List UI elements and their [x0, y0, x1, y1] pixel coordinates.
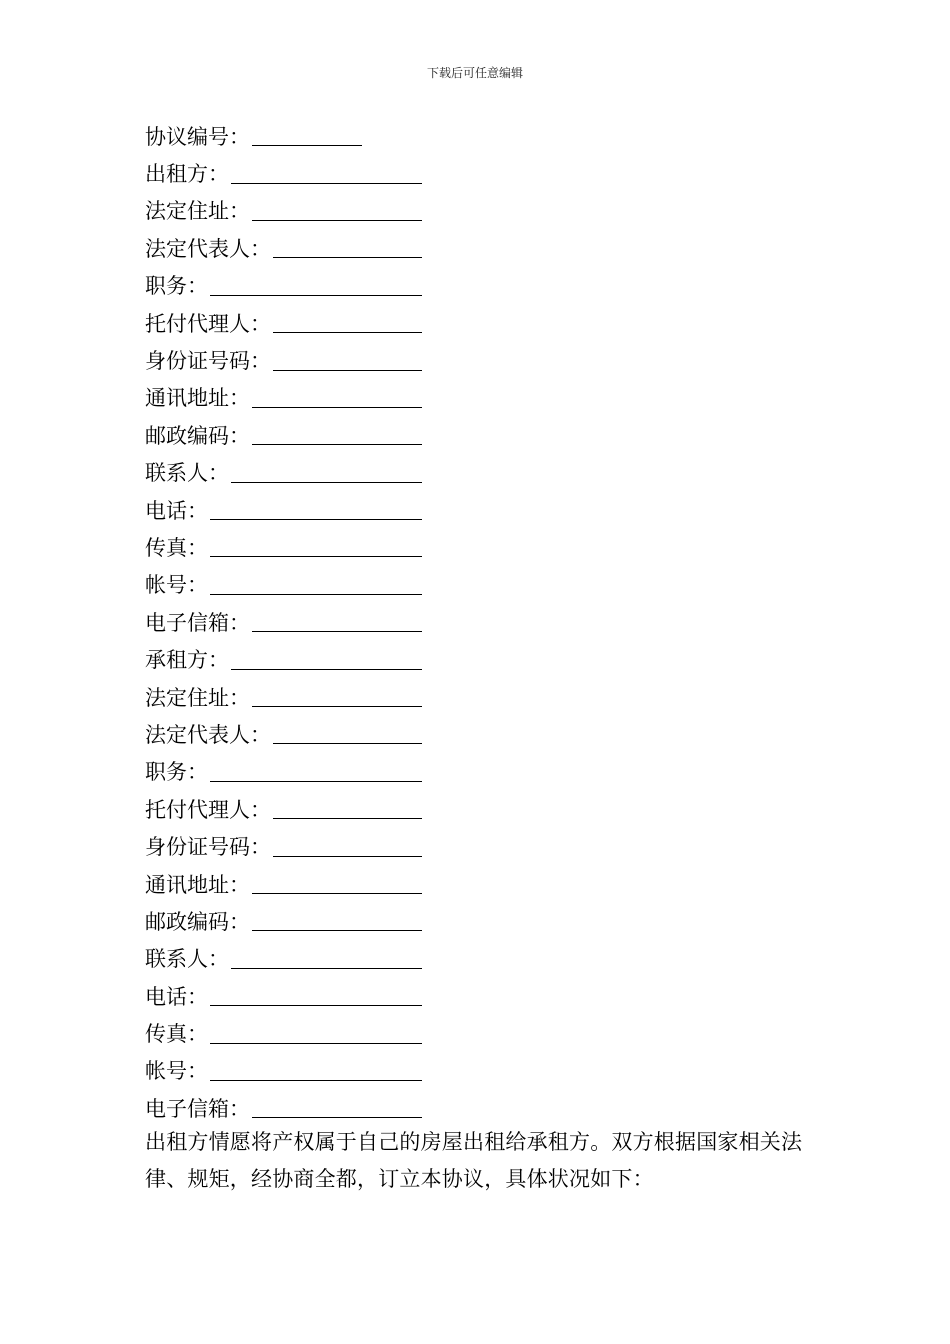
lessor-field-line — [145, 379, 805, 416]
lessee-field-label: 联系人： — [145, 947, 229, 972]
page-header-note: 下载后可任意编辑 — [426, 66, 523, 80]
lessee-field-line — [145, 977, 805, 1014]
lessor-field-line — [145, 491, 805, 528]
lessor-field-line — [145, 304, 805, 341]
lessor-field-blank[interactable] — [210, 534, 422, 557]
lessor-field-label: 法定住址： — [145, 199, 250, 224]
lessor-field-line — [145, 341, 805, 378]
lessee-field-blank[interactable] — [252, 908, 422, 931]
lessor-field-blank[interactable] — [273, 235, 422, 258]
lessor-field-line — [145, 528, 805, 565]
lessee-field-label: 电话： — [145, 984, 208, 1009]
lessor-field-label: 托付代理人： — [145, 311, 271, 336]
lessee-field-label: 电子信箱： — [145, 1096, 250, 1121]
lessor-field-label: 法定代表人： — [145, 236, 271, 261]
lessor-field-label: 通讯地址： — [145, 386, 250, 411]
lessee-field-line — [145, 1089, 805, 1126]
lessor-field-line — [145, 416, 805, 453]
lessee-field-line — [145, 865, 805, 902]
lessee-field-blank[interactable] — [210, 1021, 422, 1044]
lessee-field-line — [145, 678, 805, 715]
party-information-form — [145, 117, 805, 1127]
lessor-field-blank[interactable] — [231, 460, 422, 483]
lessee-field-blank[interactable] — [210, 759, 422, 782]
lessee-field-label: 职务： — [145, 760, 208, 785]
lessee-field-label: 托付代理人： — [145, 797, 271, 822]
lessee-label: 承租方： — [145, 648, 229, 673]
lessee-field-blank[interactable] — [210, 1058, 422, 1081]
lessee-field-blank[interactable] — [273, 721, 422, 744]
lessee-field-label: 帐号： — [145, 1059, 208, 1084]
lessor-field-line — [145, 566, 805, 603]
agreement-number-line — [145, 117, 805, 154]
lessor-field-blank[interactable] — [210, 497, 422, 520]
lessor-field-label: 联系人： — [145, 461, 229, 486]
lessee-field-line — [145, 1014, 805, 1051]
lessee-field-line — [145, 753, 805, 790]
lessor-field-line — [145, 267, 805, 304]
lessee-field-label: 法定代表人： — [145, 722, 271, 747]
lessee-field-label: 法定住址： — [145, 685, 250, 710]
lessor-field-blank[interactable] — [273, 310, 422, 333]
lessee-field-blank[interactable] — [252, 871, 422, 894]
lessee-field-blank[interactable] — [273, 834, 422, 857]
agreement-intro-paragraph: 出租方情愿将产权属于自己的房屋出租给承租方。双方根据国家相关法律、规矩，经协商全都，订立本协议，具体状况如下： — [145, 1130, 803, 1191]
lessee-title-line — [145, 640, 805, 677]
lessor-field-label: 身份证号码： — [145, 349, 271, 374]
lessee-field-label: 身份证号码： — [145, 835, 271, 860]
lessor-field-blank[interactable] — [252, 385, 422, 408]
lessor-field-label: 职务： — [145, 274, 208, 299]
lessor-field-label: 传真： — [145, 535, 208, 560]
lessor-field-blank[interactable] — [210, 572, 422, 595]
agreement-number-blank[interactable] — [252, 123, 362, 146]
lessor-field-line — [145, 454, 805, 491]
lessor-field-blank[interactable] — [252, 198, 422, 221]
lessee-field-blank[interactable] — [231, 946, 422, 969]
lessor-field-line — [145, 192, 805, 229]
lessor-field-blank[interactable] — [210, 273, 422, 296]
lessee-field-line — [145, 827, 805, 864]
lessor-title-line — [145, 154, 805, 191]
agreement-number-label: 协议编号： — [145, 124, 250, 149]
lessee-field-label: 通讯地址： — [145, 872, 250, 897]
lessee-field-line — [145, 902, 805, 939]
lessor-field-line — [145, 229, 805, 266]
lessee-field-line — [145, 790, 805, 827]
lessee-field-line — [145, 940, 805, 977]
lessee-field-label: 邮政编码： — [145, 909, 250, 934]
lessor-field-blank[interactable] — [273, 348, 422, 371]
lessor-field-blank[interactable] — [252, 422, 422, 445]
lessee-field-blank[interactable] — [252, 684, 422, 707]
lessor-field-label: 电话： — [145, 498, 208, 523]
lessee-field-line — [145, 1052, 805, 1089]
lessor-field-label: 帐号： — [145, 573, 208, 598]
lessor-label: 出租方： — [145, 162, 229, 187]
lessee-blank[interactable] — [231, 647, 422, 670]
lessee-field-line — [145, 715, 805, 752]
lessor-field-label: 邮政编码： — [145, 423, 250, 448]
lessee-field-blank[interactable] — [252, 1095, 422, 1118]
lessee-field-blank[interactable] — [273, 796, 422, 819]
lessor-field-blank[interactable] — [252, 609, 422, 632]
lessor-blank[interactable] — [231, 161, 422, 184]
lessee-field-label: 传真： — [145, 1022, 208, 1047]
lessor-field-label: 电子信箱： — [145, 610, 250, 635]
lessor-field-line — [145, 603, 805, 640]
lessee-field-blank[interactable] — [210, 983, 422, 1006]
